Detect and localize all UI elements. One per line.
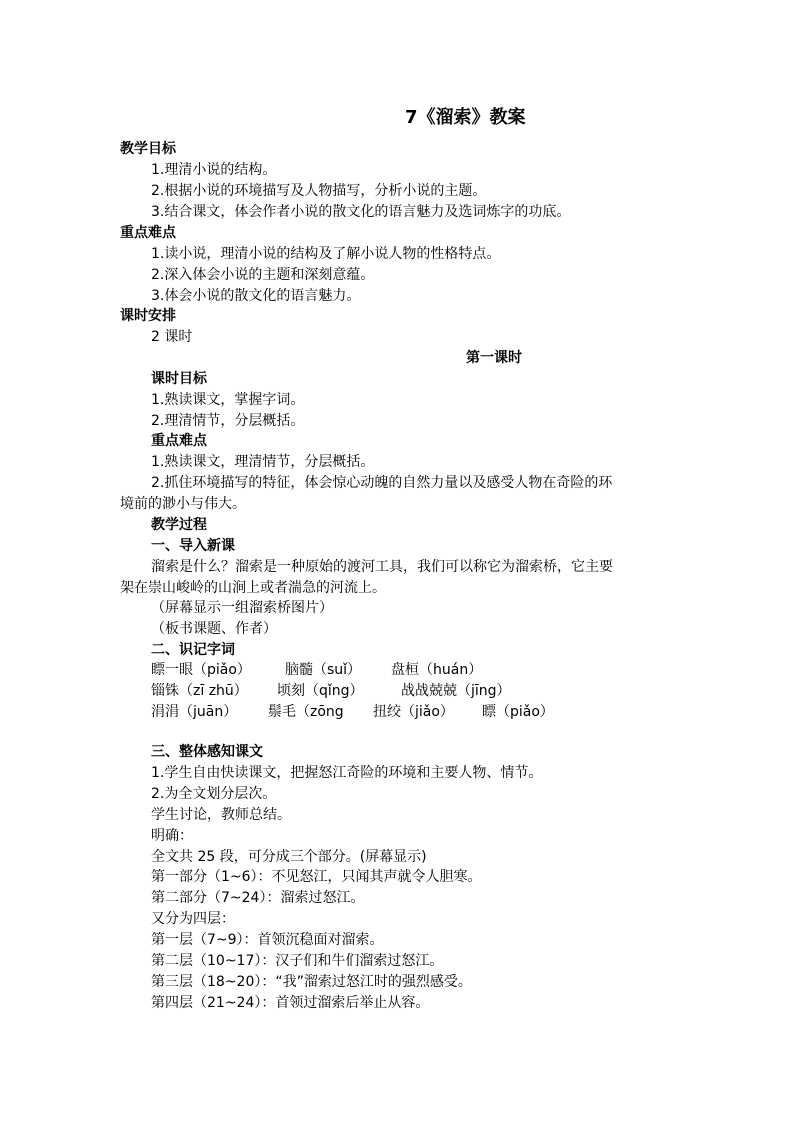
lesson-objective-item: 2.理清情节，分层概括。 <box>151 413 305 429</box>
intro-paragraph-continued: 架在崇山峻岭的山涧上或者湍急的河流上。 <box>120 580 386 596</box>
overview-line: 又分为四层： <box>151 911 235 927</box>
schedule-value: 2 课时 <box>151 329 193 345</box>
lesson-key-item: 2.抓住环境描写的特征，体会惊心动魄的自然力量以及感受人物在奇险的环 <box>151 475 613 491</box>
intro-note: （板书课题、作者） <box>151 621 277 637</box>
key-point-item: 1.读小说，理清小说的结构及了解小说人物的性格特点。 <box>151 246 501 262</box>
vocab-item: 鬃毛（zōng <box>268 704 344 720</box>
overview-line: 2.为全文划分层次。 <box>151 786 277 802</box>
process-heading: 教学过程 <box>151 517 207 533</box>
lesson1-heading: 第一课时 <box>466 350 522 366</box>
vocab-item: 涓涓（juān） <box>151 704 238 720</box>
objective-item: 2.根据小说的环境描写及人物描写，分析小说的主题。 <box>151 183 487 199</box>
lesson-objective-item: 1.熟读课文，掌握字词。 <box>151 392 305 408</box>
overview-line: 全文共 25 段，可分成三个部分。(屏幕显示) <box>151 849 427 865</box>
lesson-key-heading: 重点难点 <box>151 433 207 449</box>
vocab-item: 瞟（piǎo） <box>482 704 554 720</box>
key-point-item: 2.深入体会小说的主题和深刻意蕴。 <box>151 267 375 283</box>
key-point-item: 3.体会小说的散文化的语言魅力。 <box>151 288 361 304</box>
intro-heading: 一、导入新课 <box>151 538 235 554</box>
lesson-key-item-continued: 境前的渺小与伟大。 <box>120 496 246 512</box>
objective-item: 1.理清小说的结构。 <box>151 162 277 178</box>
overview-line: 明确： <box>151 828 193 844</box>
objective-item: 3.结合课文，体会作者小说的散文化的语言魅力及选词炼字的功底。 <box>151 204 571 220</box>
intro-note: （屏幕显示一组溜索桥图片） <box>151 600 333 616</box>
overview-line: 第四层（21~24）：首领过溜索后举止从容。 <box>151 995 430 1011</box>
overview-line: 第一部分（1~6）：不见怒江，只闻其声就令人胆寒。 <box>151 869 482 885</box>
vocab-item: 盘桓（huán） <box>391 662 483 678</box>
lesson-key-item: 1.熟读课文，理清情节，分层概括。 <box>151 454 375 470</box>
overview-line: 学生讨论，教师总结。 <box>151 807 291 823</box>
overview-line: 第二层（10~17）：汉子们和牛们溜索过怒江。 <box>151 953 444 969</box>
overview-line: 第一层（7~9）：首领沉稳面对溜索。 <box>151 932 384 948</box>
intro-paragraph: 溜索是什么？溜索是一种原始的渡河工具，我们可以称它为溜索桥，它主要 <box>151 559 613 575</box>
overview-line: 第三层（18~20）：“我”溜索过怒江时的强烈感受。 <box>151 974 472 990</box>
vocab-item: 扭绞（jiǎo） <box>373 704 454 720</box>
vocab-item: 锱铢（zī zhū） <box>151 683 248 699</box>
vocab-heading: 二、识记字词 <box>151 642 235 658</box>
schedule-heading: 课时安排 <box>120 308 176 324</box>
vocab-item: 脑髓（suǐ） <box>285 662 362 678</box>
vocab-item: 瞟一眼（piǎo） <box>151 662 251 678</box>
vocab-item: 顷刻（qǐng） <box>277 683 364 699</box>
overview-heading: 三、整体感知课文 <box>151 744 263 760</box>
objectives-heading: 教学目标 <box>120 141 176 157</box>
key-points-heading: 重点难点 <box>120 225 176 241</box>
overview-line: 1.学生自由快读课文，把握怒江奇险的环境和主要人物、情节。 <box>151 765 543 781</box>
document-title: 7《溜索》教案 <box>405 107 526 128</box>
vocab-item: 战战兢兢（jīng） <box>401 683 511 699</box>
lesson-objectives-heading: 课时目标 <box>151 371 207 387</box>
overview-line: 第二部分（7~24）：溜索过怒江。 <box>151 890 365 906</box>
